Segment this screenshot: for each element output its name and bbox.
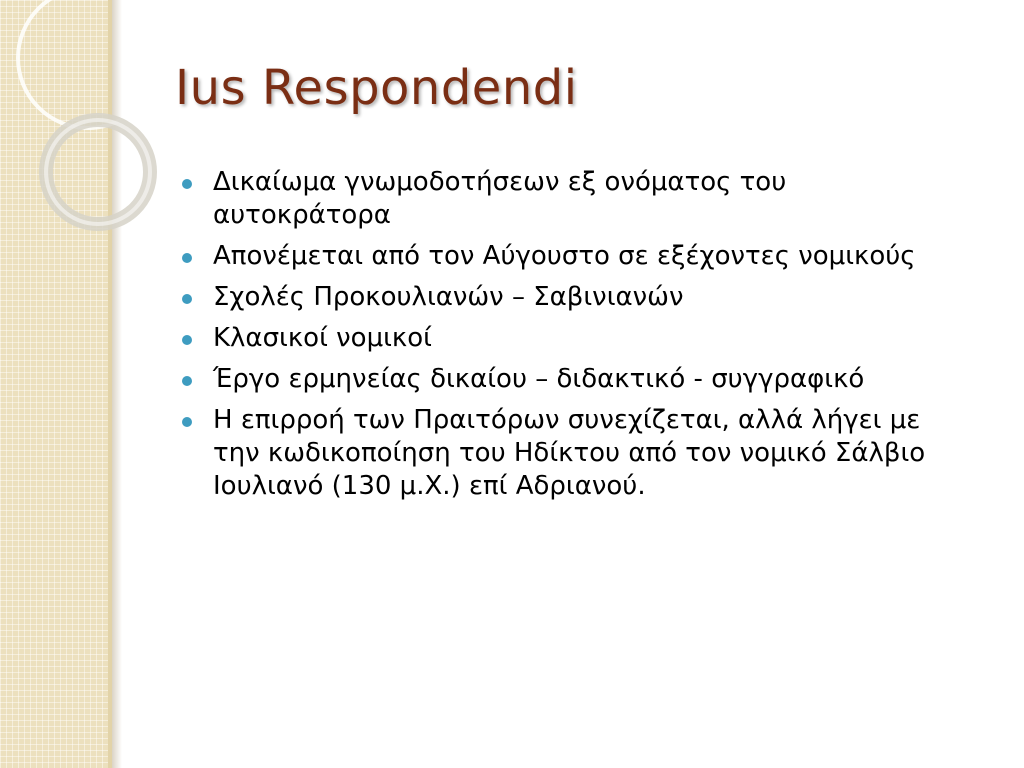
- bullet-marker-icon: [182, 179, 192, 189]
- bullet-item: [181, 166, 961, 232]
- decorative-ring-large: [18, 0, 158, 128]
- bullet-marker-icon: [182, 376, 192, 386]
- bullet-item: [181, 322, 961, 355]
- bullet-text: Η επιρροή των Πραιτόρων συνεχίζεται, αλλά λήγει με την κωδικοποίηση του Ηδίκτου από τον νομικό Σάλβιο Ιουλιανό (130 μ.Χ.) επί Αδριανού.: [213, 405, 926, 501]
- bullet-marker-icon: [182, 417, 192, 427]
- bullet-marker-icon: [182, 335, 192, 345]
- bullet-list: [181, 166, 961, 511]
- bullet-text: Σχολές Προκουλιανών – Σαβινιανών: [213, 282, 684, 312]
- bullet-text: Έργο ερμηνείας δικαίου – διδακτικό - συγγραφικό: [213, 364, 865, 394]
- bullet-text: Δικαίωμα γνωμοδοτήσεων εξ ονόματος του αυτοκράτορα: [213, 167, 787, 230]
- bullet-item: [181, 240, 961, 273]
- bullet-item: [181, 404, 961, 503]
- decorative-ring-small-highlight: [46, 120, 150, 224]
- bullet-text: Κλασικοί νομικοί: [213, 323, 432, 353]
- bullet-text: Απονέμεται από τον Αύγουστο σε εξέχοντες νομικούς: [213, 241, 916, 271]
- bullet-item: [181, 363, 961, 396]
- decorative-rings: [0, 0, 200, 260]
- slide-title: Ius Respondendi: [175, 60, 578, 116]
- bullet-marker-icon: [182, 253, 192, 263]
- bullet-item: [181, 281, 961, 314]
- bullet-marker-icon: [182, 294, 192, 304]
